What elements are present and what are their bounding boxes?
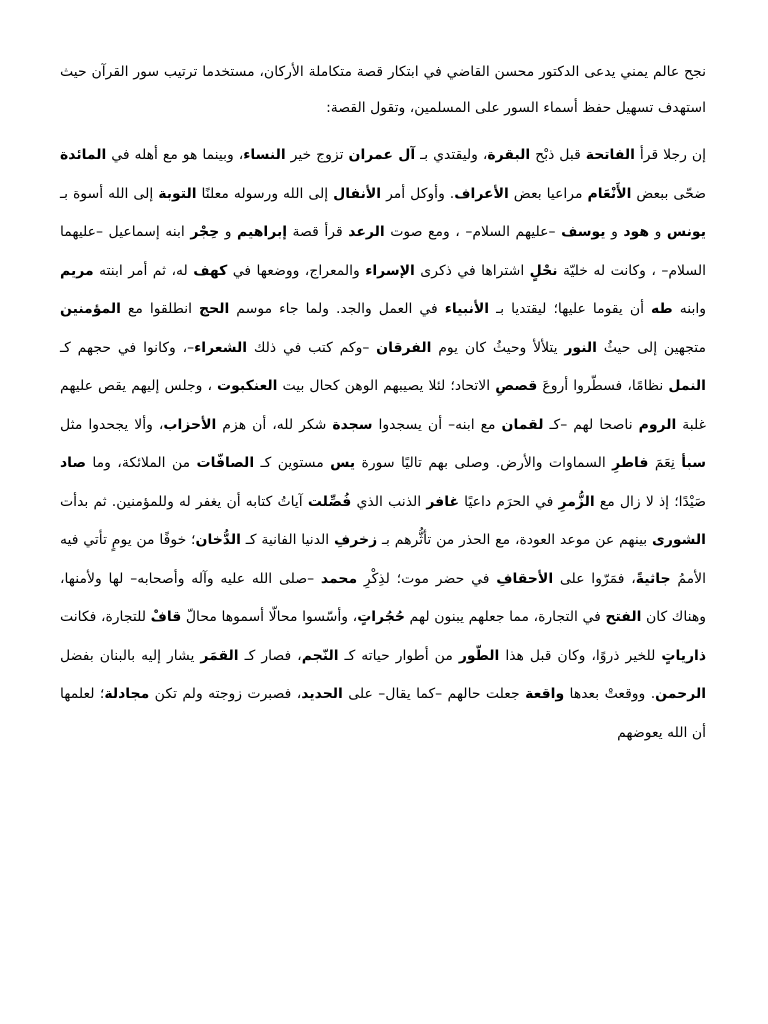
- story-text: إلى الله أسوة بـ: [60, 185, 159, 202]
- surah-name: الفرقان: [376, 339, 432, 356]
- surah-name: الرعد: [348, 224, 385, 240]
- story-text: –صلى الله عليه وآله وأصحابه– لها ولأمنها، وهناك كان: [60, 570, 706, 625]
- story-text: . ووقعتْ بعدها: [564, 686, 656, 702]
- story-text: تزوج خير: [285, 147, 349, 163]
- story-text: نِعَمَ: [648, 455, 682, 471]
- surah-name: الأحقافِ: [496, 570, 554, 587]
- story-text: قبل ذبْح: [530, 147, 586, 163]
- story-text: . وأوكل أمر: [381, 185, 455, 202]
- surah-name: غافر: [426, 493, 460, 510]
- surah-name: النور: [564, 339, 597, 356]
- story-text: و: [219, 224, 238, 240]
- story-text: صَيْدًا؛ إذ لا زال مع: [594, 493, 706, 510]
- surah-name: حِجْر: [190, 224, 220, 240]
- story-text: مراعيا بعض: [508, 185, 588, 202]
- surah-name: الرحمن: [655, 686, 707, 702]
- surah-name: ذارياتٍ: [661, 647, 707, 664]
- surah-name: طه: [651, 301, 673, 317]
- surah-name: النّجم: [301, 647, 339, 664]
- story-text: آياتُ كتابه أن يغفر له وللمؤمنين. ثم بدأت: [60, 493, 308, 510]
- story-text: في التجارة، مما جعلهم يبنون لهم: [404, 609, 606, 625]
- surah-name: إبراهيم: [237, 224, 287, 240]
- surah-name: قافْ: [150, 609, 182, 625]
- surah-name: مجادلة: [104, 686, 150, 702]
- story-text: السماوات والأرض. وصلى بهم تاليًا سورة: [355, 455, 613, 471]
- story-text: ، فصبرت زوجته ولم تكن: [149, 686, 302, 702]
- surah-name: آل عمران: [348, 147, 416, 163]
- surah-name: الإسراء: [365, 262, 415, 279]
- story-text: انطلقوا مع: [120, 301, 200, 317]
- surah-name: الشورى: [652, 532, 706, 548]
- story-text: قرأ قصة: [287, 224, 349, 240]
- surah-name: العنكبوت: [217, 378, 278, 394]
- story-text: مستوين كـ: [254, 455, 331, 471]
- story-text: و: [649, 224, 667, 240]
- story-text: نظامًا، فسطّروا أروعَ: [537, 378, 669, 394]
- surah-name: هود: [623, 224, 650, 240]
- surah-name: الصافّات: [196, 455, 255, 471]
- intro-line: وتقول القصة:: [326, 100, 406, 116]
- surah-name: النساء: [243, 147, 286, 163]
- story-text: في الحرَم داعيًا: [459, 493, 559, 510]
- story-text: في العمل والجد. ولما جاء موسم: [229, 301, 445, 317]
- story-text: مع ابنه– أن يسجدوا: [372, 416, 502, 433]
- story-text: وابنه: [672, 301, 706, 317]
- story-text: –، وكانوا في حجهم كـ: [60, 339, 195, 356]
- story-text: يشار إليه بالبنان بفضل: [60, 647, 201, 664]
- surah-name: واقعة: [525, 686, 565, 702]
- story-text: أن يقوما عليها؛ ليقتديا بـ: [489, 301, 652, 317]
- story-text: ؛ لعلمها أن الله يعوضهم: [60, 686, 706, 741]
- story-paragraph: [60, 136, 706, 752]
- article-text: [60, 54, 706, 752]
- story-text: له، ثم أمر ابنته: [93, 262, 194, 279]
- story-text: يتلألأ وحيثُ كان يوم: [431, 339, 565, 356]
- story-text: ، فمَرّوا على: [553, 570, 636, 587]
- story-text: ، وجلس إليهم يقص عليهم غلبة: [60, 378, 706, 433]
- intro-line: مستخدما ترتيب سور القرآن حيث استهدف تسهيل حفظ أسماء السور على المسلمين،: [60, 64, 706, 116]
- story-text: من الملائكة، وما: [85, 455, 197, 471]
- surah-name: جاثيةً: [635, 570, 671, 587]
- story-text: –عليهم السلام– ، ومع صوت: [384, 224, 562, 240]
- story-text: ؛ خوفًا من يومٍ تأتي فيه الأممُ: [60, 532, 707, 587]
- surah-name: فُصِّلت: [307, 493, 352, 510]
- story-text: ، وأسّسوا محالّا أسموها محالّ: [181, 609, 358, 625]
- surah-name: محمد: [320, 570, 358, 587]
- story-text: في حضر موت؛ لذِكْرِ: [357, 570, 497, 587]
- story-text: من أطوار حياته كـ: [338, 647, 459, 664]
- story-text: اشتراها في ذكرى: [414, 262, 530, 279]
- surah-name: مريم: [60, 262, 94, 279]
- surah-name: يس: [330, 455, 356, 471]
- surah-name: الروم: [638, 416, 677, 433]
- surah-name: الشعراء: [194, 339, 247, 356]
- story-text: متجهين إلى حيثُ: [596, 339, 707, 356]
- surah-name: الأحزاب: [163, 416, 217, 433]
- surah-name: حُجُراتٍ: [357, 609, 405, 625]
- surah-name: المائدة: [60, 147, 107, 163]
- story-text: جعلت حالهم –كما يقال– على: [342, 686, 526, 702]
- story-text: ناصحا لهم –كـ: [543, 416, 639, 433]
- surah-name: النمل: [668, 378, 706, 394]
- story-text: إلى الله ورسوله معلنًا: [196, 185, 334, 202]
- story-text: بينهم عن موعد العودة، مع الحذر من تأثُّرهم بـ: [377, 532, 653, 548]
- surah-name: لقمان: [501, 416, 544, 433]
- surah-name: المؤمنين: [60, 301, 121, 317]
- surah-name: الفاتحة: [585, 147, 635, 163]
- surah-name: سجدة: [332, 416, 373, 433]
- surah-name: الطّور: [458, 647, 500, 664]
- surah-name: القمَر: [200, 647, 239, 664]
- story-text: ، وبينما هو مع أهله في: [106, 147, 244, 163]
- surah-name: الدُّخان: [195, 532, 241, 548]
- surah-name: صاد: [60, 455, 86, 471]
- intro-line: نجح عالم يمني يدعى الدكتور محسن القاضي في ابتكار قصة متكاملة الأركان،: [259, 64, 706, 80]
- story-text: للتجارة، فكانت: [60, 609, 151, 625]
- surah-name: يوسف: [561, 224, 606, 240]
- story-text: ، وألا يجحدوا مثل: [60, 416, 164, 433]
- surah-name: الحديد: [301, 686, 343, 702]
- story-text: الدنيا الفانية كـ: [240, 532, 335, 548]
- story-text: والمعراج، ووضعها في: [227, 262, 366, 279]
- surah-name: التوبة: [158, 185, 197, 202]
- story-text: للخير ذروًا، وكان قبل هذا: [499, 647, 662, 664]
- surah-name: الأنبياء: [444, 301, 490, 317]
- surah-name: الأعراف: [454, 185, 509, 202]
- surah-name: الأَنْعَام: [587, 185, 632, 202]
- intro-paragraph: [60, 54, 706, 126]
- surah-name: قصصِ: [495, 378, 538, 394]
- story-text: الذنب الذي: [351, 493, 427, 510]
- surah-name: البقرة: [487, 147, 531, 163]
- surah-name: نحْلٍ: [529, 262, 558, 279]
- surah-name: الفتح: [605, 609, 642, 625]
- story-text: شكر لله، أن هزم: [216, 416, 333, 433]
- story-text: ابنه إسماعيل –عليهما السلام– ، وكانت له خليّة: [60, 224, 707, 279]
- surah-name: الزُّمرِ: [558, 493, 595, 510]
- surah-name: فاطرِ: [612, 455, 649, 471]
- story-text: ، وليقتدي بـ: [415, 147, 488, 163]
- surah-name: الحج: [199, 301, 230, 317]
- story-text: –وكم كتب في ذلك: [247, 339, 377, 356]
- story-text: ، فصار كـ: [238, 647, 302, 664]
- surah-name: سبأ: [681, 455, 706, 471]
- story-text: ضحّى ببعض: [631, 185, 706, 202]
- surah-name: زخرفِ: [334, 532, 378, 548]
- surah-name: يونس: [666, 224, 706, 240]
- surah-name: كهف: [193, 262, 228, 279]
- story-text: إن رجلا قرأ: [634, 147, 706, 163]
- surah-name: الأنفال: [333, 185, 382, 202]
- story-text: و: [605, 224, 624, 240]
- story-text: الاتحاد؛ لئلا يصيبهم الوهن كحال بيت: [277, 378, 496, 394]
